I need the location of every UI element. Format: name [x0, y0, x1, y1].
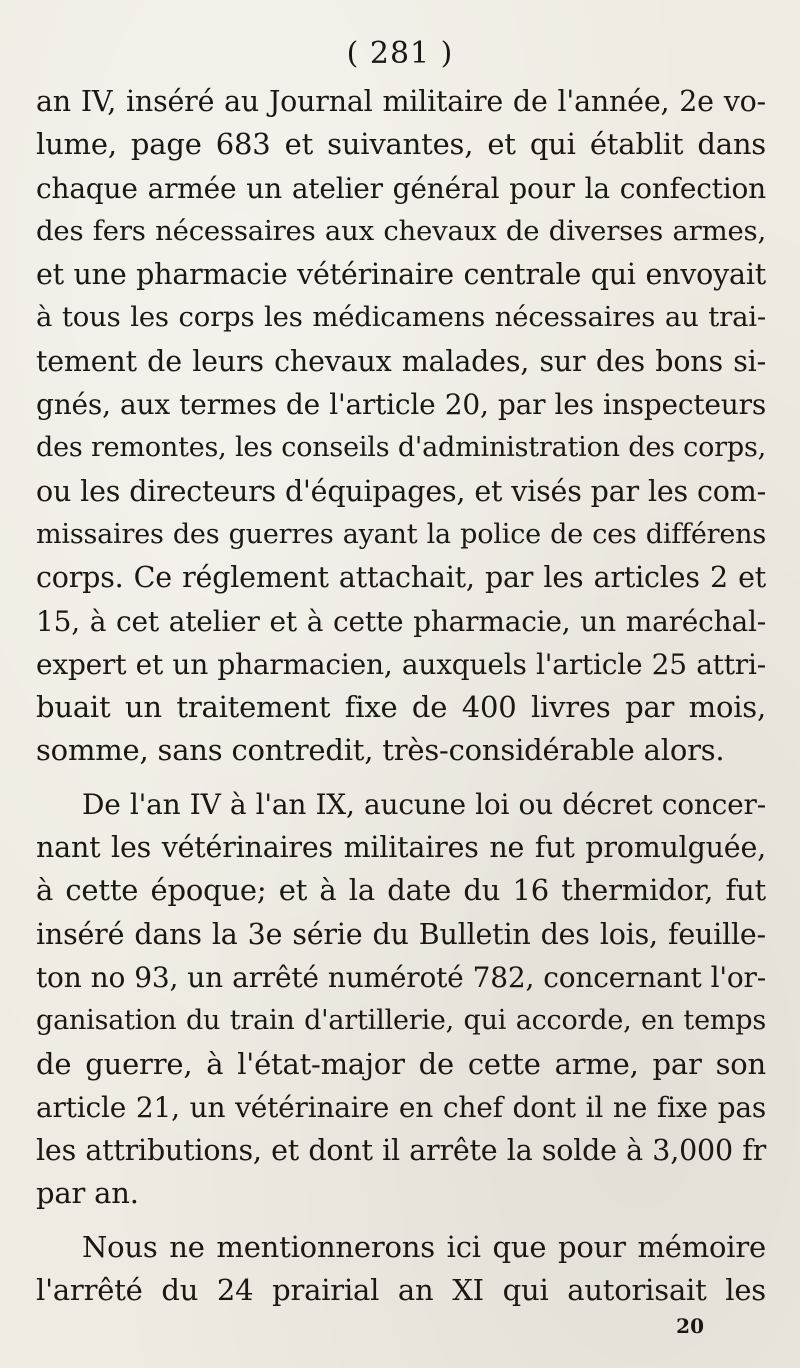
text-line: tement de leurs chevaux malades, sur des bons si- — [36, 344, 766, 378]
text-line: lume, page 683 et suivantes, et qui établit dans — [36, 127, 766, 162]
paragraph-2 — [36, 783, 766, 1216]
text-line: expert et un pharmacien, auxquels l'article 25 attri- — [36, 647, 766, 681]
text-line: les attributions, et dont il arrête la solde à 3,000 fr — [36, 1134, 766, 1168]
text-line: inséré dans la 3e série du Bulletin des lois, feuille- — [36, 917, 766, 951]
text-line: gnés, aux termes de l'article 20, par les inspecteurs — [36, 388, 766, 422]
text-line: l'arrêté du 24 prairial an XI qui autorisait les — [36, 1273, 766, 1308]
text-line: à cette époque; et à la date du 16 thermidor, fut — [36, 873, 766, 908]
text-line: De l'an IV à l'an IX, aucune loi ou décret concer- — [82, 787, 766, 821]
text-line: an IV, inséré au Journal militaire de l'année, 2e vo- — [36, 85, 766, 118]
text-line: corps. Ce réglement attachait, par les articles 2 et — [36, 561, 766, 595]
text-line: des fers nécessaires aux chevaux de diverses armes, — [36, 214, 766, 247]
text-line: ton no 93, un arrêté numéroté 782, concernant l'or- — [36, 960, 766, 994]
text-line: à tous les corps les médicamens nécessaires au trai- — [36, 301, 766, 334]
text-line: somme, sans contredit, très-considérable alors. — [36, 733, 725, 768]
text-line: et une pharmacie vétérinaire centrale qui envoyait — [36, 258, 766, 292]
text-line: article 21, un vétérinaire en chef dont il ne fixe pas — [36, 1090, 766, 1124]
text-line: missaires des guerres ayant la police de ces différens — [36, 518, 766, 550]
text-line: Nous ne mentionnerons ici que pour mémoire — [82, 1229, 766, 1264]
paragraph-1 — [36, 80, 766, 773]
text-line: par an. — [36, 1176, 139, 1211]
paragraph-3 — [36, 1226, 766, 1313]
text-line: ou les directeurs d'équipages, et visés par les com- — [36, 474, 766, 508]
body-text — [36, 80, 766, 1312]
text-line: buait un traitement fixe de 400 livres par mois, — [36, 690, 766, 725]
text-line: de guerre, à l'état-major de cette arme, par son — [36, 1046, 766, 1081]
text-line: des remontes, les conseils d'administration des corps, — [36, 432, 766, 464]
text-line: 15, à cet atelier et à cette pharmacie, un maréchal- — [36, 604, 766, 638]
text-line: nant les vétérinaires militaires ne fut promulguée, — [36, 831, 766, 865]
text-line: ganisation du train d'artillerie, qui accorde, en temps — [36, 1005, 766, 1037]
page-number: ( 281 ) — [346, 36, 454, 71]
signature-mark: 20 — [676, 1314, 704, 1338]
text-line: chaque armée un atelier général pour la confection — [36, 171, 766, 205]
